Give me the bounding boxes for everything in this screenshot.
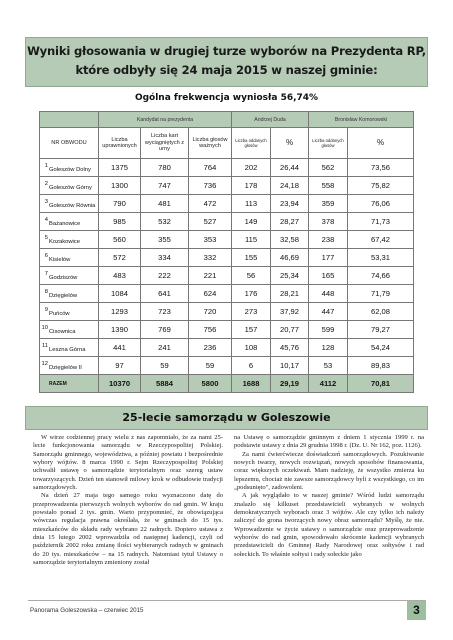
district-number: 10 bbox=[41, 324, 48, 331]
total-kom-pct: 70,81 bbox=[348, 375, 414, 393]
col-duda-votes: Liczba oddanych głosów bbox=[232, 128, 271, 159]
cell-kom-pct: 79,27 bbox=[348, 321, 414, 339]
district-number: 8 bbox=[44, 288, 48, 295]
cell-duda: 157 bbox=[232, 321, 271, 339]
article-column-left bbox=[33, 434, 223, 568]
cell-valid: 59 bbox=[189, 357, 232, 375]
cell-duda-pct: 32,58 bbox=[271, 231, 309, 249]
article-paragraph: W wirze codziennej pracy wielu z nas zapomniało, że za nami 25-lecie funkcjonowania samorządu w Rzeczypospolitej Polskiej. Samorządu gminnego, województwa, a później powiatu i bezpośrednie wybory wójtów. 8 marca 1990 r. Sejm Rzeczypospolitej Polskiej uchwalił ustawę o samorządzie terytorialnym oraz szereg ustaw towarzyszących. Dzień ten stanowił milowy krok w odbudowie tradycji samorządowych. bbox=[33, 434, 223, 492]
page-footer bbox=[28, 600, 426, 620]
cell-eligible: 1084 bbox=[99, 285, 141, 303]
cell-valid: 756 bbox=[189, 321, 232, 339]
cell-kom: 378 bbox=[309, 213, 348, 231]
cell-cards: 222 bbox=[141, 267, 189, 285]
district-number: 1 bbox=[44, 162, 48, 169]
cell-kom-pct: 74,66 bbox=[348, 267, 414, 285]
cell-cards: 59 bbox=[141, 357, 189, 375]
col-valid: Liczba głosów ważnych bbox=[189, 128, 232, 159]
cell-kom-pct: 67,42 bbox=[348, 231, 414, 249]
cell-duda: 113 bbox=[232, 195, 271, 213]
cell-cards: 481 bbox=[141, 195, 189, 213]
headline-line-1: Wyniki głosowania w drugiej turze wyborów na Prezydenta RP, bbox=[27, 44, 426, 58]
district-cell bbox=[40, 177, 99, 195]
article-column-right bbox=[234, 434, 424, 559]
cell-duda-pct: 46,69 bbox=[271, 249, 309, 267]
cell-kom-pct: 53,31 bbox=[348, 249, 414, 267]
cell-valid: 353 bbox=[189, 231, 232, 249]
cell-eligible: 441 bbox=[99, 339, 141, 357]
cell-kom-pct: 54,24 bbox=[348, 339, 414, 357]
page-number: 3 bbox=[407, 601, 426, 620]
results-headline-banner bbox=[25, 37, 428, 87]
cell-kom: 53 bbox=[309, 357, 348, 375]
table-row bbox=[40, 321, 414, 339]
cell-duda: 155 bbox=[232, 249, 271, 267]
cell-duda: 149 bbox=[232, 213, 271, 231]
cell-duda-pct: 24,18 bbox=[271, 177, 309, 195]
cell-eligible: 790 bbox=[99, 195, 141, 213]
cell-kom: 128 bbox=[309, 339, 348, 357]
district-name: Goleszów Dolny bbox=[49, 166, 91, 173]
cell-valid: 236 bbox=[189, 339, 232, 357]
cell-duda-pct: 37,92 bbox=[271, 303, 309, 321]
footer-publication: Panorama Goleszowska – czerwiec 2015 bbox=[30, 607, 144, 614]
table-row bbox=[40, 195, 414, 213]
cell-valid: 624 bbox=[189, 285, 232, 303]
cell-cards: 641 bbox=[141, 285, 189, 303]
district-cell bbox=[40, 357, 99, 375]
col-kom-votes: Liczba oddanych głosów bbox=[309, 128, 348, 159]
cell-eligible: 1390 bbox=[99, 321, 141, 339]
cell-valid: 527 bbox=[189, 213, 232, 231]
cell-kom-pct: 73,56 bbox=[348, 159, 414, 177]
total-eligible: 10370 bbox=[99, 375, 141, 393]
cell-duda: 202 bbox=[232, 159, 271, 177]
total-duda-pct: 29,19 bbox=[271, 375, 309, 393]
cell-duda: 6 bbox=[232, 357, 271, 375]
table-row bbox=[40, 249, 414, 267]
cell-kom-pct: 71,73 bbox=[348, 213, 414, 231]
cell-valid: 720 bbox=[189, 303, 232, 321]
cell-eligible: 483 bbox=[99, 267, 141, 285]
district-name: Cisownica bbox=[49, 328, 76, 335]
cell-kom: 165 bbox=[309, 267, 348, 285]
blank-header-cell bbox=[40, 112, 99, 128]
cell-valid: 764 bbox=[189, 159, 232, 177]
district-cell bbox=[40, 213, 99, 231]
cell-eligible: 1293 bbox=[99, 303, 141, 321]
cell-kom-pct: 76,06 bbox=[348, 195, 414, 213]
district-number: 4 bbox=[44, 216, 48, 223]
district-number: 9 bbox=[44, 306, 48, 313]
cell-cards: 780 bbox=[141, 159, 189, 177]
cell-duda: 273 bbox=[232, 303, 271, 321]
turnout-subtitle: Ogólna frekwencja wyniosła 56,74% bbox=[134, 93, 319, 103]
article-title-banner: 25-lecie samorządu w Goleszowie bbox=[25, 406, 428, 430]
cell-duda-pct: 28,21 bbox=[271, 285, 309, 303]
table-row bbox=[40, 339, 414, 357]
district-name: Goleszów Górny bbox=[49, 184, 92, 191]
district-cell bbox=[40, 285, 99, 303]
cell-kom: 599 bbox=[309, 321, 348, 339]
district-name: Kisielów bbox=[49, 256, 71, 263]
cell-duda-pct: 26,44 bbox=[271, 159, 309, 177]
district-number: 11 bbox=[41, 342, 48, 349]
cell-eligible: 985 bbox=[99, 213, 141, 231]
cell-cards: 334 bbox=[141, 249, 189, 267]
district-number: 6 bbox=[44, 252, 48, 259]
cell-valid: 332 bbox=[189, 249, 232, 267]
cell-kom: 177 bbox=[309, 249, 348, 267]
results-table bbox=[39, 111, 414, 393]
total-kom: 4112 bbox=[309, 375, 348, 393]
cell-eligible: 1375 bbox=[99, 159, 141, 177]
district-number: 12 bbox=[41, 360, 48, 367]
district-name: Godziszów bbox=[49, 274, 78, 281]
table-row bbox=[40, 177, 414, 195]
cell-kom: 562 bbox=[309, 159, 348, 177]
table-row bbox=[40, 285, 414, 303]
cell-kom-pct: 75,82 bbox=[348, 177, 414, 195]
district-number: 5 bbox=[44, 234, 48, 241]
cell-cards: 241 bbox=[141, 339, 189, 357]
cell-kom: 359 bbox=[309, 195, 348, 213]
table-row bbox=[40, 231, 414, 249]
table-row bbox=[40, 213, 414, 231]
cell-duda-pct: 28,27 bbox=[271, 213, 309, 231]
table-total-row bbox=[40, 375, 414, 393]
article-body bbox=[33, 434, 424, 594]
district-cell bbox=[40, 231, 99, 249]
cell-cards: 769 bbox=[141, 321, 189, 339]
cell-duda: 176 bbox=[232, 285, 271, 303]
total-valid: 5800 bbox=[189, 375, 232, 393]
district-cell bbox=[40, 159, 99, 177]
cell-eligible: 97 bbox=[99, 357, 141, 375]
cell-valid: 472 bbox=[189, 195, 232, 213]
district-name: Puńców bbox=[49, 310, 70, 317]
district-cell bbox=[40, 339, 99, 357]
district-name: Dzięgielów bbox=[49, 292, 78, 299]
cell-duda-pct: 25,34 bbox=[271, 267, 309, 285]
article-paragraph: A jak wyglądało to w naszej gminie? Wśród ludzi samorządu znalazło się kilkuset przedstawicieli wybranych w wolnych demokratycznych wyborach oraz 3 wójtów. Ale czy tylko ich należy zaliczyć do grona tworzących nowy obraz samorządu? Myślę, że nie. Wprowadzenie w życie ustawy o samorządzie oraz przeprowadzenie wyborów do rad gmin, spowodowało skrócenie kadencji wybranych przedstawicieli do Gminnej Rady Narodowej oraz sołtysów i rad sołeckich. To właśnie sołtysi i rady sołeckie jako bbox=[234, 492, 424, 558]
cell-kom-pct: 89,83 bbox=[348, 357, 414, 375]
district-name: Leszna Górna bbox=[49, 346, 86, 353]
total-cards: 5884 bbox=[141, 375, 189, 393]
cell-eligible: 560 bbox=[99, 231, 141, 249]
cell-duda-pct: 23,94 bbox=[271, 195, 309, 213]
total-duda: 1688 bbox=[232, 375, 271, 393]
district-cell bbox=[40, 321, 99, 339]
cell-cards: 532 bbox=[141, 213, 189, 231]
cell-duda-pct: 45,76 bbox=[271, 339, 309, 357]
district-number: 2 bbox=[44, 180, 48, 187]
article-paragraph: Na dzień 27 maja tego samego roku wyznaczono datę do przeprowadzenia pierwszych wolnych wyborów do rad gmin. W kraju powstało ponad 2 tys. gmin. Warto przypomnieć, że obowiązująca wówczas regulacja prawna określała, że w gminach do 15 tys. mieszkańców do składu rady wybrano 22 radnych. Dopiero ustawa z dnia 15 lutego 2002 wprowadziła od następnej kadencji, czyli od październik 2002 roku zmianę ilości wybieranych radnych w gminach do 20 tys. mieszkańców – na 15 radnych. Natomiast tytuł Ustawy o samorządzie terytorialnym zmieniony został bbox=[33, 492, 223, 567]
cell-kom: 558 bbox=[309, 177, 348, 195]
table-group-header bbox=[40, 112, 414, 128]
col-cards: Liczba kart wyciągniętych z urny bbox=[141, 128, 189, 159]
article-paragraph: Za nami ćwierćwiecze doświadczeń samorządowych. Pozukiwanie nowych twarzy, nowych rozwiązań, nowych sposobów finansowania, coraz większych oczekiwań. Mam nadzieję, że wszystko zmierza ku lepszemu, chociaż nie zawsze samorządowcy byli z wszystkiego, co im „podsunięto", zadowoleni. bbox=[234, 450, 424, 492]
district-name: Dzięgielów II bbox=[49, 364, 82, 371]
cell-valid: 736 bbox=[189, 177, 232, 195]
cell-eligible: 572 bbox=[99, 249, 141, 267]
cell-eligible: 1300 bbox=[99, 177, 141, 195]
col-kom-pct: % bbox=[348, 128, 414, 159]
table-row bbox=[40, 267, 414, 285]
district-cell bbox=[40, 195, 99, 213]
cell-cards: 355 bbox=[141, 231, 189, 249]
cell-duda-pct: 20,77 bbox=[271, 321, 309, 339]
cell-duda: 56 bbox=[232, 267, 271, 285]
table-row bbox=[40, 159, 414, 177]
district-name: Goleszów Równia bbox=[49, 202, 96, 209]
article-paragraph: na Ustawę o samorządzie gminnym z dniem 1 stycznia 1999 r. na podstawie ustawy z dnia 29 grudnia 1998 r. (Dz. U. Nr 162, poz. 1126). bbox=[234, 434, 424, 450]
header-candidate: Kandydat na prezydenta bbox=[99, 112, 232, 128]
col-duda-pct: % bbox=[271, 128, 309, 159]
district-cell bbox=[40, 303, 99, 321]
total-label: RAZEM bbox=[40, 375, 99, 393]
cell-kom-pct: 71,79 bbox=[348, 285, 414, 303]
headline-line-2: które odbyły się 24 maja 2015 w naszej gminie: bbox=[75, 63, 378, 77]
cell-kom: 447 bbox=[309, 303, 348, 321]
cell-duda: 108 bbox=[232, 339, 271, 357]
table-row bbox=[40, 303, 414, 321]
cell-cards: 747 bbox=[141, 177, 189, 195]
header-duda: Andrzej Duda bbox=[232, 112, 309, 128]
col-district: NR OBWODU bbox=[40, 128, 99, 159]
district-cell bbox=[40, 267, 99, 285]
district-number: 3 bbox=[44, 198, 48, 205]
table-column-header bbox=[40, 128, 414, 159]
cell-valid: 221 bbox=[189, 267, 232, 285]
cell-cards: 723 bbox=[141, 303, 189, 321]
cell-kom-pct: 62,08 bbox=[348, 303, 414, 321]
district-name: Bażanowice bbox=[49, 220, 81, 227]
header-komorowski: Bronisław Komorowski bbox=[309, 112, 414, 128]
col-eligible: Liczba uprawnionych bbox=[99, 128, 141, 159]
district-name: Kozakowice bbox=[49, 238, 80, 245]
district-number: 7 bbox=[44, 270, 48, 277]
district-cell bbox=[40, 249, 99, 267]
table-row bbox=[40, 357, 414, 375]
cell-duda: 115 bbox=[232, 231, 271, 249]
cell-kom: 238 bbox=[309, 231, 348, 249]
cell-duda: 178 bbox=[232, 177, 271, 195]
cell-duda-pct: 10,17 bbox=[271, 357, 309, 375]
cell-kom: 448 bbox=[309, 285, 348, 303]
